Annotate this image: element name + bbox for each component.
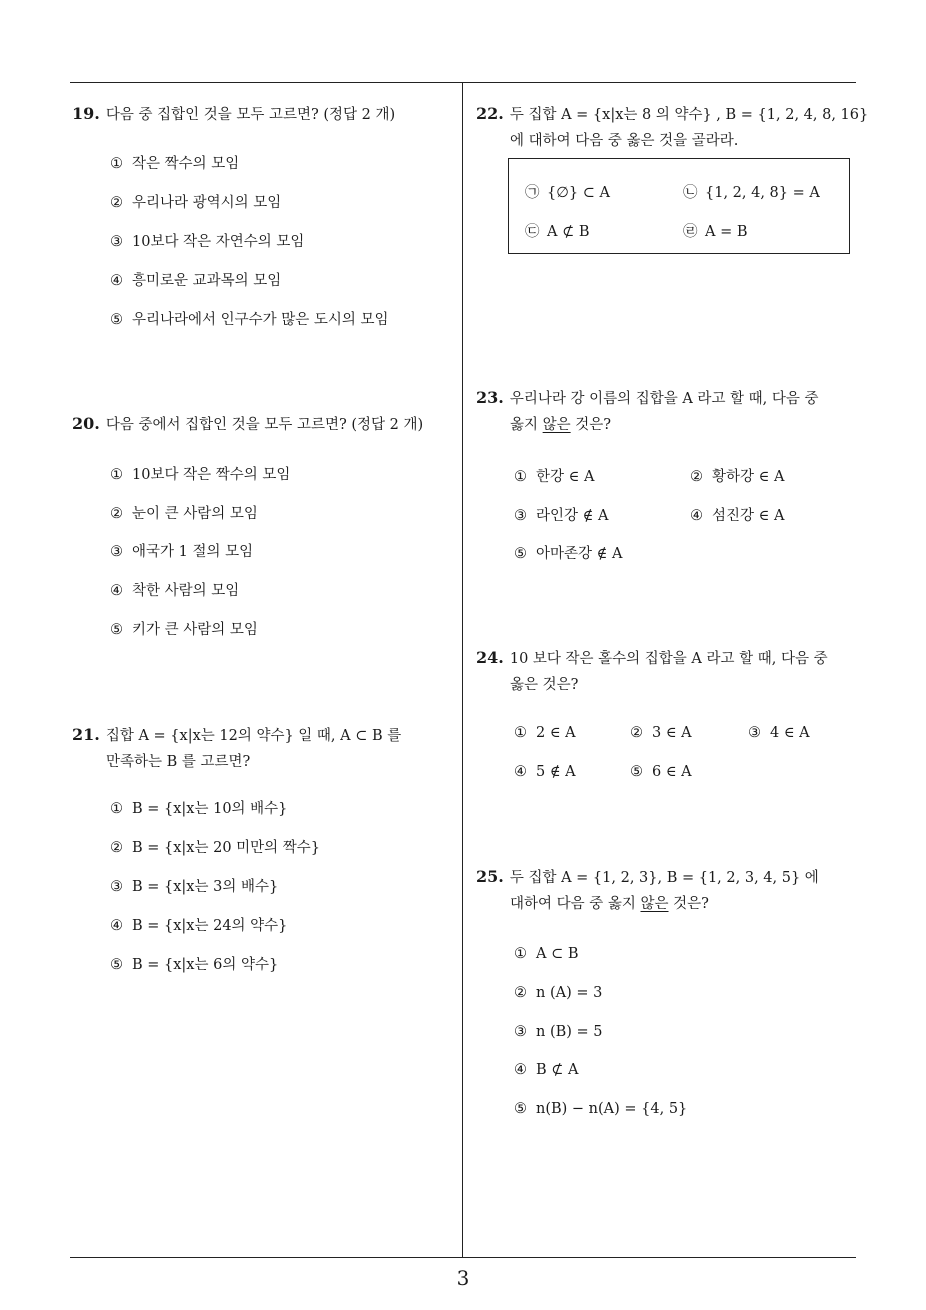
box-item-2[interactable]: ㉡ {1, 2, 4, 8} = A — [683, 185, 820, 201]
question-21 — [72, 722, 401, 775]
q23-option-3[interactable]: ③ 라인강 ∉ A — [514, 508, 609, 524]
question-stem-line2: 옳지 않은 것은? — [510, 417, 612, 433]
question-22 — [476, 101, 868, 154]
q21-option-2[interactable]: ② B = {x|x는 20 미만의 짝수} — [110, 840, 321, 856]
question-stem-line2: 옳은 것은? — [510, 677, 579, 693]
q19-option-5[interactable]: ⑤ 우리나라에서 인구수가 많은 도시의 모임 — [110, 312, 389, 328]
question-24 — [476, 645, 828, 698]
q20-option-2[interactable]: ② 눈이 큰 사람의 모임 — [110, 506, 258, 522]
question-number: 23. — [476, 388, 504, 407]
q25-option-5[interactable]: ⑤ n(B) − n(A) = {4, 5} — [514, 1101, 688, 1117]
question-number: 21. — [72, 725, 100, 744]
q24-option-3[interactable]: ③ 4 ∈ A — [748, 725, 810, 741]
question-number: 24. — [476, 648, 504, 667]
q25-option-2[interactable]: ② n (A) = 3 — [514, 985, 603, 1001]
question-stem-line1: 두 집합 A = {1, 2, 3}, B = {1, 2, 3, 4, 5} 에 — [509, 870, 819, 886]
question-stem-line2: 대하여 다음 중 옳지 않은 것은? — [510, 896, 709, 912]
bottom-rule — [70, 1257, 856, 1258]
q24-option-5[interactable]: ⑤ 6 ∈ A — [630, 764, 692, 780]
question-stem-line1: 두 집합 A = {x|x는 8 의 약수} , B = {1, 2, 4, 8, 16} — [509, 107, 869, 123]
q25-option-1[interactable]: ① A ⊂ B — [514, 946, 579, 962]
box-item-1[interactable]: ㉠ {∅} ⊂ A — [525, 185, 610, 201]
question-number: 22. — [476, 104, 504, 123]
q20-option-5[interactable]: ⑤ 키가 큰 사람의 모임 — [110, 622, 258, 638]
page-number: 3 — [456, 1266, 470, 1290]
q23-option-2[interactable]: ② 황하강 ∈ A — [690, 469, 785, 485]
underlined-word: 않은 — [542, 417, 571, 433]
question-number: 20. — [72, 414, 100, 433]
q20-option-3[interactable]: ③ 애국가 1 절의 모임 — [110, 544, 254, 560]
q24-option-2[interactable]: ② 3 ∈ A — [630, 725, 692, 741]
q19-option-2[interactable]: ② 우리나라 광역시의 모임 — [110, 195, 282, 211]
question-stem: 다음 중 집합인 것을 모두 고르면? (정답 2 개) — [105, 107, 396, 123]
question-number: 25. — [476, 867, 504, 886]
question-stem: 다음 중에서 집합인 것을 모두 고르면? (정답 2 개) — [105, 417, 424, 433]
choice-box — [508, 158, 850, 254]
q19-option-3[interactable]: ③ 10보다 작은 자연수의 모임 — [110, 234, 305, 250]
q24-option-4[interactable]: ④ 5 ∉ A — [514, 764, 576, 780]
q25-option-4[interactable]: ④ B ⊄ A — [514, 1062, 579, 1078]
q20-option-4[interactable]: ④ 착한 사람의 모임 — [110, 583, 240, 599]
question-stem-line1: 10 보다 작은 홀수의 집합을 A 라고 할 때, 다음 중 — [509, 651, 828, 667]
question-19 — [72, 101, 395, 128]
q23-option-4[interactable]: ④ 섬진강 ∈ A — [690, 508, 785, 524]
question-number: 19. — [72, 104, 100, 123]
q23-option-1[interactable]: ① 한강 ∈ A — [514, 469, 595, 485]
underlined-word: 않은 — [640, 896, 669, 912]
q19-option-4[interactable]: ④ 흥미로운 교과목의 모임 — [110, 273, 282, 289]
question-stem-line1: 우리나라 강 이름의 집합을 A 라고 할 때, 다음 중 — [509, 391, 819, 407]
q19-option-1[interactable]: ① 작은 짝수의 모임 — [110, 156, 240, 172]
question-stem-line2: 만족하는 B 를 고르면? — [106, 754, 251, 770]
q24-option-1[interactable]: ① 2 ∈ A — [514, 725, 576, 741]
q21-option-4[interactable]: ④ B = {x|x는 24의 약수} — [110, 918, 288, 934]
q21-option-1[interactable]: ① B = {x|x는 10의 배수} — [110, 801, 288, 817]
question-20 — [72, 411, 423, 438]
top-rule — [70, 82, 856, 83]
question-25 — [476, 864, 819, 917]
q21-option-3[interactable]: ③ B = {x|x는 3의 배수} — [110, 879, 279, 895]
q25-option-3[interactable]: ③ n (B) = 5 — [514, 1024, 603, 1040]
q23-option-5[interactable]: ⑤ 아마존강 ∉ A — [514, 546, 623, 562]
box-item-4[interactable]: ㉣ A = B — [683, 224, 748, 240]
question-23 — [476, 385, 819, 438]
question-stem-line1: 집합 A = {x|x는 12의 약수} 일 때, A ⊂ B 를 — [105, 728, 402, 744]
question-stem-line2: 에 대하여 다음 중 옳은 것을 골라라. — [510, 133, 739, 149]
box-item-3[interactable]: ㉢ A ⊄ B — [525, 224, 590, 240]
q21-option-5[interactable]: ⑤ B = {x|x는 6의 약수} — [110, 957, 279, 973]
column-divider — [462, 82, 463, 1258]
q20-option-1[interactable]: ① 10보다 작은 짝수의 모임 — [110, 467, 291, 483]
